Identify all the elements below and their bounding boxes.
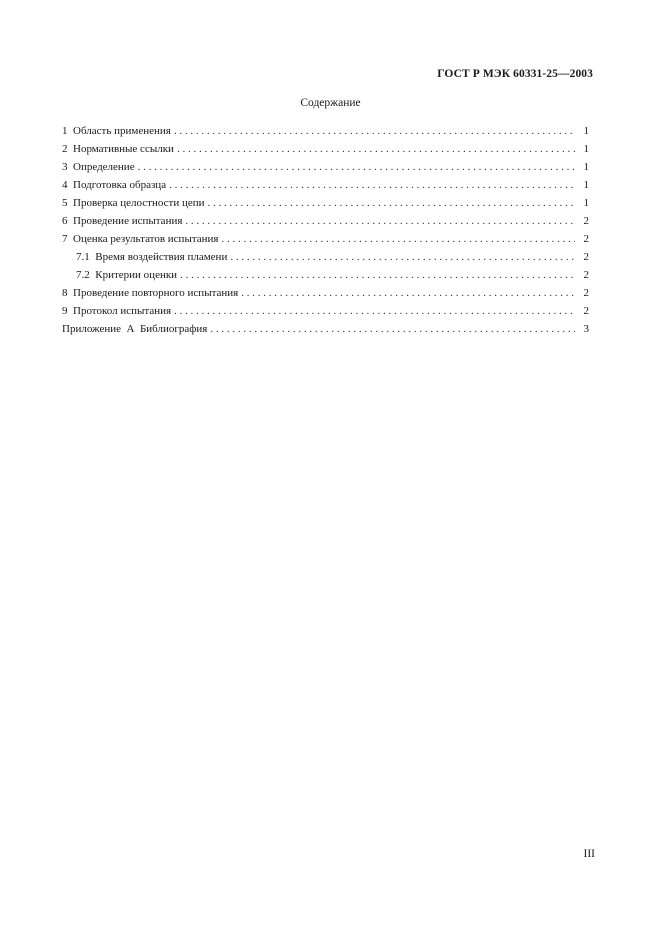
toc-entry-appendix-a[interactable] bbox=[62, 320, 589, 338]
toc-entry-label: Приложение А Библиография bbox=[62, 323, 208, 335]
toc-entry-7[interactable] bbox=[62, 230, 589, 248]
toc-entry-label: 9 Протокол испытания bbox=[62, 305, 172, 317]
toc-entry-2[interactable] bbox=[62, 140, 589, 158]
toc-entry-8[interactable] bbox=[62, 284, 589, 302]
dot-leader bbox=[222, 230, 576, 248]
toc-entry-page: 2 bbox=[583, 215, 589, 227]
toc-entry-7-1[interactable] bbox=[62, 248, 589, 266]
toc-entry-label: 2 Нормативные ссылки bbox=[62, 143, 174, 155]
toc-entry-page: 2 bbox=[583, 233, 589, 245]
dot-leader bbox=[177, 140, 575, 158]
dot-leader bbox=[241, 284, 575, 302]
dot-leader bbox=[169, 176, 575, 194]
toc-entry-label: 6 Проведение испытания bbox=[62, 215, 183, 227]
dot-leader bbox=[208, 194, 575, 212]
dot-leader bbox=[185, 212, 575, 230]
toc-entry-5[interactable] bbox=[62, 194, 589, 212]
toc-entry-page: 1 bbox=[583, 179, 589, 191]
toc-entry-9[interactable] bbox=[62, 302, 589, 320]
toc-entry-label: 7.2 Критерии оценки bbox=[76, 269, 178, 281]
dot-leader bbox=[180, 266, 575, 284]
toc-entry-label: 7.1 Время воздействия пламени bbox=[76, 251, 228, 263]
toc-entry-page: 2 bbox=[583, 251, 589, 263]
toc-title: Содержание bbox=[300, 97, 361, 109]
document-code: ГОСТ Р МЭК 60331-25—2003 bbox=[437, 68, 593, 80]
dot-leader bbox=[210, 320, 575, 338]
dot-leader bbox=[230, 248, 575, 266]
toc-entry-page: 2 bbox=[583, 305, 589, 317]
dot-leader bbox=[174, 302, 575, 320]
toc-entry-label: 8 Проведение повторного испытания bbox=[62, 287, 239, 299]
dot-leader bbox=[138, 158, 575, 176]
toc-entry-label: 5 Проверка целостности цепи bbox=[62, 197, 205, 209]
page-number: III bbox=[583, 848, 595, 860]
toc-entry-1[interactable] bbox=[62, 122, 589, 140]
dot-leader bbox=[174, 122, 575, 140]
toc-entry-label: 3 Определение bbox=[62, 161, 135, 173]
toc-entry-6[interactable] bbox=[62, 212, 589, 230]
toc-entry-label: 4 Подготовка образца bbox=[62, 179, 167, 191]
toc-entry-page: 1 bbox=[583, 125, 589, 137]
toc-entry-label: 1 Область применения bbox=[62, 125, 171, 137]
toc-entry-3[interactable] bbox=[62, 158, 589, 176]
toc-entry-label: 7 Оценка результатов испытания bbox=[62, 233, 219, 245]
toc-entry-page: 2 bbox=[583, 269, 589, 281]
toc-entry-page: 1 bbox=[583, 143, 589, 155]
toc-entry-7-2[interactable] bbox=[62, 266, 589, 284]
toc-entry-page: 1 bbox=[583, 161, 589, 173]
toc-entry-page: 2 bbox=[583, 287, 589, 299]
toc-entry-4[interactable] bbox=[62, 176, 589, 194]
toc-entry-page: 3 bbox=[583, 323, 589, 335]
table-of-contents bbox=[62, 122, 589, 338]
toc-entry-page: 1 bbox=[583, 197, 589, 209]
